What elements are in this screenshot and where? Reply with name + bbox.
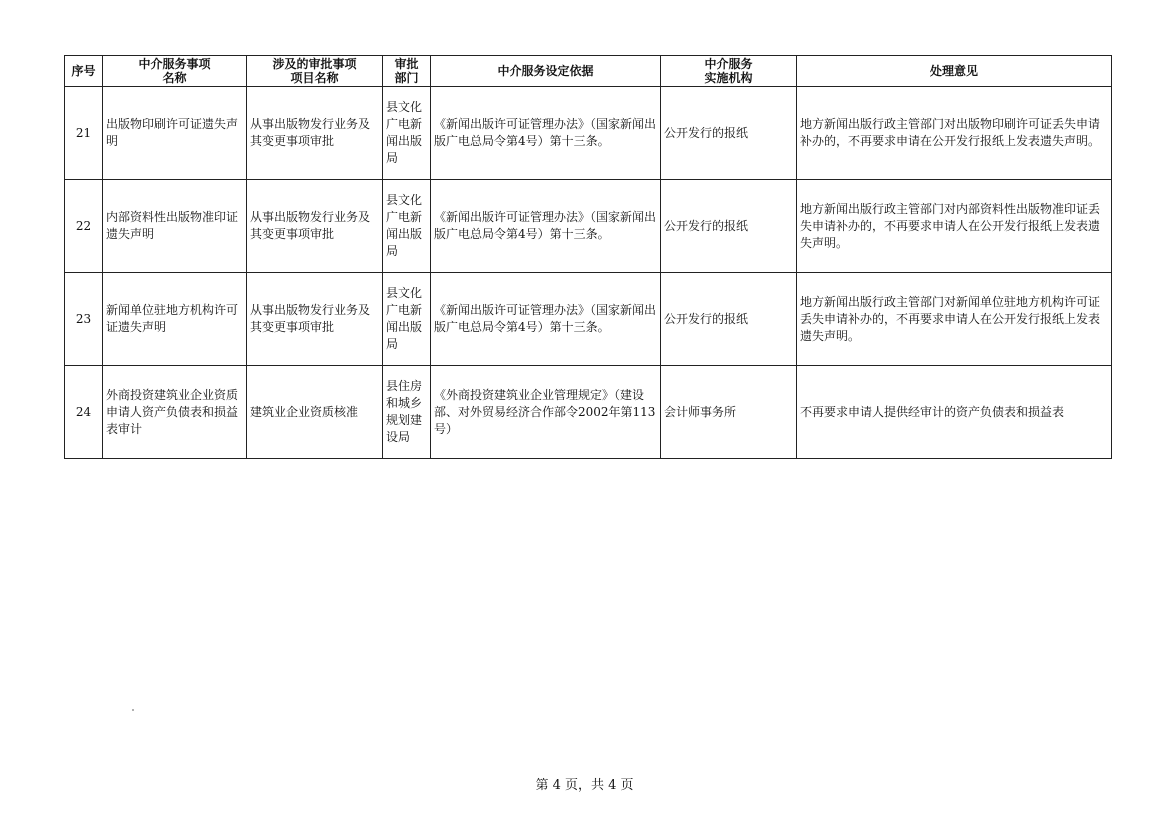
cell-department: 县文化广电新闻出版局 xyxy=(383,87,431,180)
cell-basis: 《新闻出版许可证管理办法》（国家新闻出版广电总局令第4号）第十三条。 xyxy=(431,180,661,273)
cell-institution: 公开发行的报纸 xyxy=(661,273,797,366)
cell-service-name: 外商投资建筑业企业资质申请人资产负债表和损益表审计 xyxy=(103,366,247,459)
cell-opinion: 地方新闻出版行政主管部门对出版物印刷许可证丢失申请补办的，不再要求申请在公开发行报纸上发表遗失声明。 xyxy=(797,87,1112,180)
table-body xyxy=(65,87,1112,459)
cell-opinion: 不再要求申请人提供经审计的资产负债表和损益表 xyxy=(797,366,1112,459)
header-opinion: 处理意见 xyxy=(797,56,1112,87)
page-number: 第 4 页，共 4 页 xyxy=(535,778,634,793)
header-seq: 序号 xyxy=(65,56,103,87)
header-department: 审批 部门 xyxy=(383,56,431,87)
cell-department: 县文化广电新闻出版局 xyxy=(383,273,431,366)
cell-service-name: 新闻单位驻地方机构许可证遗失声明 xyxy=(103,273,247,366)
cell-basis: 《外商投资建筑业企业管理规定》（建设部、对外贸易经济合作部令2002年第113号） xyxy=(431,366,661,459)
scan-speck xyxy=(132,709,134,711)
table-row xyxy=(65,87,1112,180)
cell-service-name: 出版物印刷许可证遗失声明 xyxy=(103,87,247,180)
cell-approval-item: 建筑业企业资质核准 xyxy=(247,366,383,459)
table-row xyxy=(65,273,1112,366)
header-institution: 中介服务 实施机构 xyxy=(661,56,797,87)
cell-seq: 21 xyxy=(65,87,103,180)
document-sheet xyxy=(64,55,1111,459)
table-row xyxy=(65,366,1112,459)
cell-approval-item: 从事出版物发行业务及其变更事项审批 xyxy=(247,87,383,180)
header-row xyxy=(65,56,1112,87)
cell-seq: 24 xyxy=(65,366,103,459)
cell-basis: 《新闻出版许可证管理办法》（国家新闻出版广电总局令第4号）第十三条。 xyxy=(431,273,661,366)
table-row xyxy=(65,180,1112,273)
cell-department: 县文化广电新闻出版局 xyxy=(383,180,431,273)
cell-approval-item: 从事出版物发行业务及其变更事项审批 xyxy=(247,180,383,273)
cell-approval-item: 从事出版物发行业务及其变更事项审批 xyxy=(247,273,383,366)
cell-institution: 公开发行的报纸 xyxy=(661,87,797,180)
cell-seq: 23 xyxy=(65,273,103,366)
cell-basis: 《新闻出版许可证管理办法》（国家新闻出版广电总局令第4号）第十三条。 xyxy=(431,87,661,180)
intermediary-services-table xyxy=(64,55,1112,459)
cell-institution: 公开发行的报纸 xyxy=(661,180,797,273)
header-basis: 中介服务设定依据 xyxy=(431,56,661,87)
cell-opinion: 地方新闻出版行政主管部门对内部资料性出版物准印证丢失申请补办的，不再要求申请人在公开发行报纸上发表遗失声明。 xyxy=(797,180,1112,273)
cell-opinion: 地方新闻出版行政主管部门对新闻单位驻地方机构许可证丢失申请补办的，不再要求申请人在公开发行报纸上发表遗失声明。 xyxy=(797,273,1112,366)
table-header xyxy=(65,56,1112,87)
header-approval-item: 涉及的审批事项 项目名称 xyxy=(247,56,383,87)
header-service-name: 中介服务事项 名称 xyxy=(103,56,247,87)
cell-service-name: 内部资料性出版物准印证遗失声明 xyxy=(103,180,247,273)
cell-seq: 22 xyxy=(65,180,103,273)
cell-department: 县住房和城乡规划建设局 xyxy=(383,366,431,459)
cell-institution: 会计师事务所 xyxy=(661,366,797,459)
